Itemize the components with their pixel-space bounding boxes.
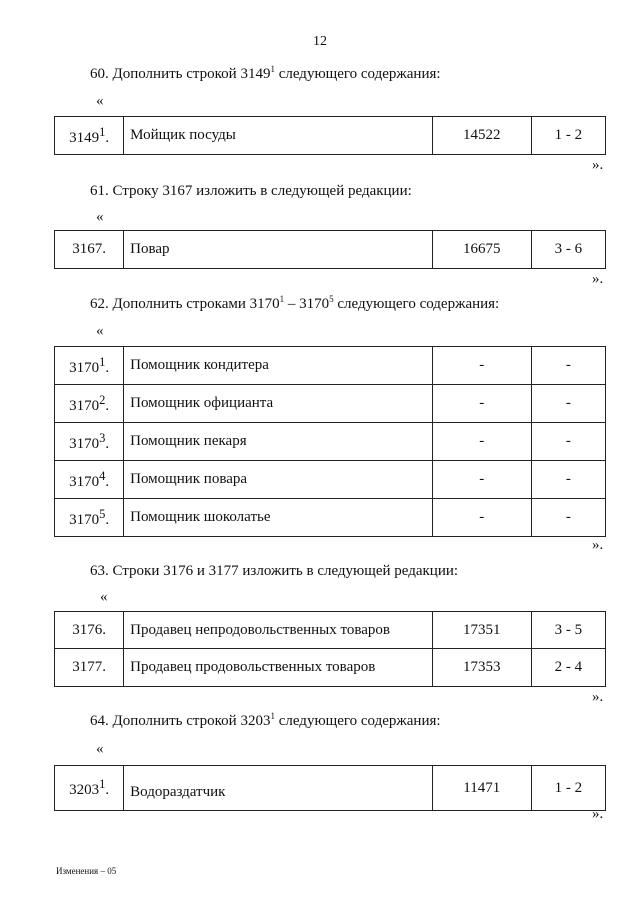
rank-range: - <box>531 499 605 537</box>
close-quote: ». <box>592 806 604 822</box>
rank-range: - <box>531 423 605 461</box>
profession-code: 3203$^1$. <box>55 766 124 811</box>
profession-number: 11471 <box>432 766 531 811</box>
profession-number: 16675 <box>432 231 531 269</box>
amendment-heading: 64. Дополнить строкой 3203$^1$ следующего содержания: <box>90 711 441 729</box>
rank-range: 2 - 4 <box>531 649 605 687</box>
profession-number: - <box>432 499 531 537</box>
profession-name: Водораздатчик <box>124 766 433 811</box>
amendment-heading: 62. Дополнить строками 3170$^1$ – 3170$^5$ следующего содержания: <box>90 294 500 312</box>
profession-name: Продавец непродовольственных товаров <box>124 612 433 649</box>
profession-table <box>54 116 606 155</box>
table-row <box>55 385 606 423</box>
profession-number: - <box>432 423 531 461</box>
profession-name: Помощник повара <box>124 461 433 499</box>
close-quote: ». <box>592 271 604 287</box>
amendment-heading: 60. Дополнить строкой 3149$^1$ следующего содержания: <box>90 64 441 82</box>
profession-table <box>54 611 606 687</box>
rank-range: - <box>531 385 605 423</box>
open-quote: « <box>96 741 104 757</box>
profession-name: Помощник кондитера <box>124 347 433 385</box>
profession-table <box>54 765 606 811</box>
table-row <box>55 461 606 499</box>
profession-code: 3170$^5$. <box>55 499 124 537</box>
table-row <box>55 766 606 811</box>
profession-code: 3170$^1$. <box>55 347 124 385</box>
rank-range: - <box>531 347 605 385</box>
close-quote: ». <box>592 157 604 173</box>
open-quote: « <box>96 323 104 339</box>
profession-table <box>54 230 606 269</box>
rank-range: 3 - 5 <box>531 612 605 649</box>
table-row <box>55 423 606 461</box>
table-row <box>55 117 606 155</box>
amendment-heading: 61. Строку 3167 изложить в следующей редакции: <box>90 183 412 199</box>
profession-number: 17353 <box>432 649 531 687</box>
profession-name: Помощник официанта <box>124 385 433 423</box>
profession-number: - <box>432 347 531 385</box>
rank-range: 1 - 2 <box>531 766 605 811</box>
profession-name: Помощник пекаря <box>124 423 433 461</box>
profession-name: Помощник шоколатье <box>124 499 433 537</box>
profession-code: 3170$^3$. <box>55 423 124 461</box>
profession-number: 17351 <box>432 612 531 649</box>
profession-number: 14522 <box>432 117 531 155</box>
rank-range: - <box>531 461 605 499</box>
profession-name: Мойщик посуды <box>124 117 433 155</box>
table-row <box>55 612 606 649</box>
profession-code: 3177. <box>55 649 124 687</box>
open-quote: « <box>96 209 104 225</box>
profession-table <box>54 346 606 537</box>
table-row <box>55 231 606 269</box>
profession-number: - <box>432 461 531 499</box>
close-quote: ». <box>592 537 604 553</box>
profession-name: Продавец продовольственных товаров <box>124 649 433 687</box>
profession-name: Повар <box>124 231 433 269</box>
rank-range: 3 - 6 <box>531 231 605 269</box>
open-quote: « <box>100 589 108 605</box>
profession-code: 3170$^4$. <box>55 461 124 499</box>
amendment-heading: 63. Строки 3176 и 3177 изложить в следующей редакции: <box>90 563 459 579</box>
table-row <box>55 499 606 537</box>
open-quote: « <box>96 93 104 109</box>
table-row <box>55 347 606 385</box>
rank-range: 1 - 2 <box>531 117 605 155</box>
profession-code: 3167. <box>55 231 124 269</box>
table-row <box>55 649 606 687</box>
profession-number: - <box>432 385 531 423</box>
page-number: 12 <box>313 34 327 49</box>
profession-code: 3170$^2$. <box>55 385 124 423</box>
close-quote: ». <box>592 689 604 705</box>
profession-code: 3176. <box>55 612 124 649</box>
footer-note: Изменения – 05 <box>56 866 117 876</box>
profession-code: 3149$^1$. <box>55 117 124 155</box>
